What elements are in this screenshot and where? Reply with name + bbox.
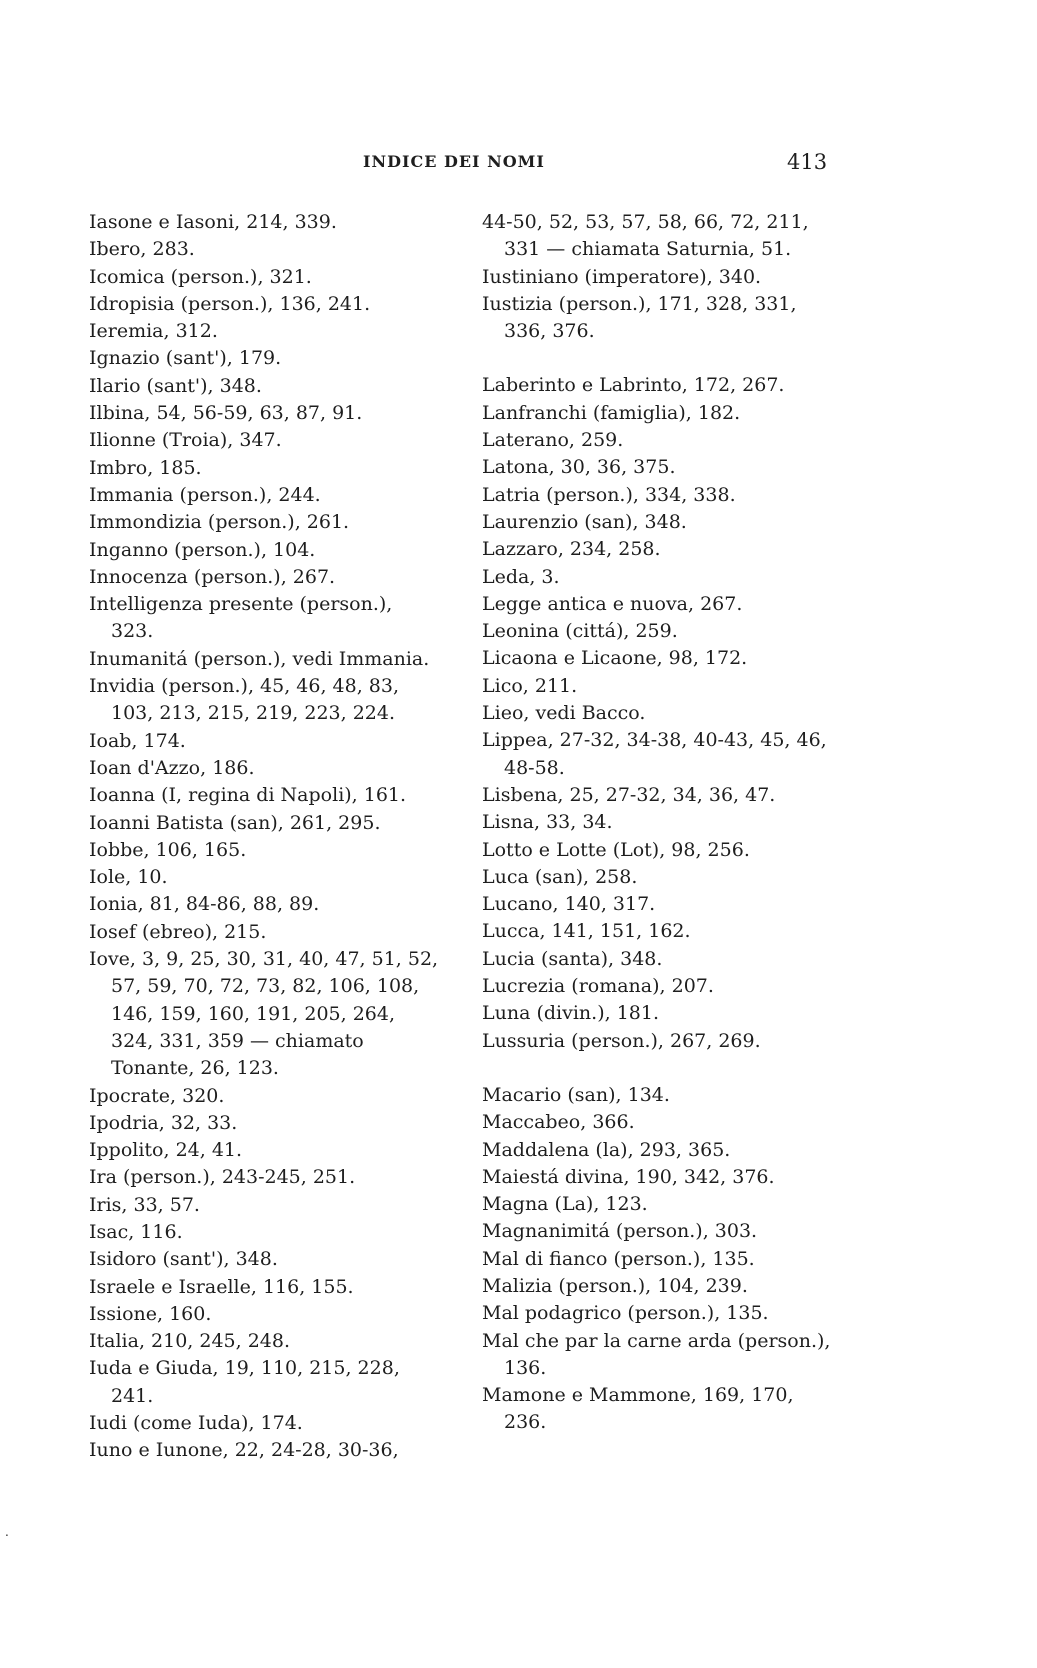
index-entry: Iasone e Iasoni, 214, 339.: [89, 211, 337, 233]
index-entry: Maiestá divina, 190, 342, 376.: [482, 1165, 775, 1188]
index-entry: Imbro, 185.: [89, 456, 202, 479]
index-entry: Laberinto e Labrinto, 172, 267.: [482, 374, 785, 397]
index-group-i: [482, 209, 832, 345]
index-entry: Ipocrate, 320.: [89, 1084, 225, 1107]
index-entry: Ippolito, 24, 41.: [89, 1139, 243, 1162]
index-entry: Lazzaro, 234, 258.: [482, 538, 661, 561]
index-entry: Lisbena, 25, 27-32, 34, 36, 47.: [482, 783, 776, 806]
index-entry: Ilario (sant'), 348.: [89, 374, 262, 397]
index-entry: Ilbina, 54, 56-59, 63, 87, 91.: [89, 402, 363, 425]
index-entry: Intelligenza presente (person.), 323.: [89, 593, 393, 643]
index-column-right: [482, 209, 832, 1437]
index-entry: Ignazio (sant'), 179.: [89, 347, 282, 370]
group-spacer: [482, 345, 832, 372]
index-entry: Inganno (person.), 104.: [89, 538, 316, 561]
index-entry: Maddalena (la), 293, 365.: [482, 1138, 731, 1161]
index-entry: Idropisia (person.), 136, 241.: [89, 292, 371, 315]
index-entry: Mal podagrico (person.), 135.: [482, 1302, 769, 1325]
index-entry: Iove, 3, 9, 25, 30, 31, 40, 47, 51, 52, 57, 59, 70, 72, 73, 82, 106, 108, 146, 159, 160, 191, 205, 264, 324, 331, 359 — chiamato Tonante, 26, 123.: [89, 948, 439, 1080]
index-entry: Lico, 211.: [482, 674, 578, 697]
index-entry: Luna (divin.), 181.: [482, 1002, 659, 1025]
index-entry: Iustizia (person.), 171, 328, 331, 336, 376.: [482, 292, 797, 343]
index-entry: Ioanna (I, regina di Napoli), 161.: [89, 784, 407, 807]
index-entry: Icomica (person.), 321.: [89, 265, 312, 288]
index-column-left: [89, 209, 439, 1465]
index-entry: Lucano, 140, 317.: [482, 893, 656, 916]
index-entry: Iuda e Giuda, 19, 110, 215, 228, 241.: [89, 1357, 400, 1407]
index-entry: Isac, 116.: [89, 1220, 183, 1243]
index-entry: Lanfranchi (famiglia), 182.: [482, 401, 741, 424]
index-entry: Ioab, 174.: [89, 729, 186, 752]
index-entry: Leonina (cittá), 259.: [482, 620, 678, 643]
index-entry: Ira (person.), 243-245, 251.: [89, 1166, 356, 1189]
index-entry: Latria (person.), 334, 338.: [482, 483, 736, 506]
index-entry: Immondizia (person.), 261.: [89, 511, 350, 534]
page-number: 413: [787, 150, 828, 174]
index-entry: Maccabeo, 366.: [482, 1111, 635, 1134]
index-entry: Iosef (ebreo), 215.: [89, 920, 267, 943]
index-entry: Magnanimitá (person.), 303.: [482, 1220, 758, 1243]
index-entry: Lippea, 27-32, 34-38, 40-43, 45, 46, 48-58.: [482, 729, 827, 779]
index-entry: Magna (La), 123.: [482, 1193, 648, 1216]
index-entry: Iustiniano (imperatore), 340.: [482, 265, 762, 288]
index-entry: Leda, 3.: [482, 565, 560, 588]
index-entry: Iole, 10.: [89, 866, 168, 889]
index-entry: Lucrezia (romana), 207.: [482, 975, 714, 998]
group-spacer: [482, 1055, 832, 1082]
index-entry: Mal di fianco (person.), 135.: [482, 1247, 755, 1270]
index-entry: Issione, 160.: [89, 1302, 212, 1325]
index-entry: Isidoro (sant'), 348.: [89, 1248, 278, 1271]
index-entry: Ilionne (Troia), 347.: [89, 429, 282, 452]
index-entry: Lucia (santa), 348.: [482, 947, 663, 970]
index-entry: Lussuria (person.), 267, 269.: [482, 1029, 761, 1052]
page-header: [0, 150, 1037, 180]
index-entry: Iris, 33, 57.: [89, 1193, 200, 1216]
index-entry: Inumanitá (person.), vedi Immania.: [89, 647, 430, 670]
index-entry: Ibero, 283.: [89, 238, 195, 261]
index-entry: Legge antica e nuova, 267.: [482, 592, 743, 615]
index-group-m: [482, 1082, 832, 1437]
index-entry: Licaona e Licaone, 98, 172.: [482, 647, 748, 670]
index-entry: Malizia (person.), 104, 239.: [482, 1274, 748, 1297]
stray-mark: .: [5, 1525, 9, 1539]
index-entry: Luca (san), 258.: [482, 865, 638, 888]
index-entry: Iobbe, 106, 165.: [89, 838, 247, 861]
index-entry: Mal che par la carne arda (person.), 136.: [482, 1329, 831, 1379]
index-entry: Ioan d'Azzo, 186.: [89, 756, 255, 779]
index-entry: Lucca, 141, 151, 162.: [482, 920, 691, 943]
index-entry: Ioanni Batista (san), 261, 295.: [89, 811, 381, 834]
index-entry: Innocenza (person.), 267.: [89, 565, 336, 588]
index-entry: Lisna, 33, 34.: [482, 811, 613, 834]
index-entry: Israele e Israelle, 116, 155.: [89, 1275, 354, 1298]
index-entry: Iudi (come Iuda), 174.: [89, 1412, 303, 1435]
index-entry: Lotto e Lotte (Lot), 98, 256.: [482, 838, 750, 861]
index-entry: Iuno e Iunone, 22, 24-28, 30-36,: [89, 1439, 399, 1462]
index-entry: Laterano, 259.: [482, 429, 624, 452]
index-entry: Immania (person.), 244.: [89, 483, 321, 506]
running-title: INDICE DEI NOMI: [363, 152, 545, 171]
index-group-l: [482, 372, 832, 1054]
index-entry: 44-50, 52, 53, 57, 58, 66, 72, 211, 331 — chiamata Saturnia, 51.: [482, 211, 809, 261]
index-entry: Invidia (person.), 45, 46, 48, 83, 103, 213, 215, 219, 223, 224.: [89, 675, 400, 725]
index-entry: Macario (san), 134.: [482, 1083, 670, 1106]
index-entry: Ionia, 81, 84-86, 88, 89.: [89, 893, 320, 916]
index-entry: Ipodria, 32, 33.: [89, 1111, 238, 1134]
index-entry: Laurenzio (san), 348.: [482, 510, 687, 533]
index-entry: Lieo, vedi Bacco.: [482, 702, 646, 725]
index-entry: Italia, 210, 245, 248.: [89, 1330, 291, 1353]
index-entry: Latona, 30, 36, 375.: [482, 456, 676, 479]
index-entry: Mamone e Mammone, 169, 170, 236.: [482, 1384, 794, 1434]
index-entry: Ieremia, 312.: [89, 320, 218, 343]
